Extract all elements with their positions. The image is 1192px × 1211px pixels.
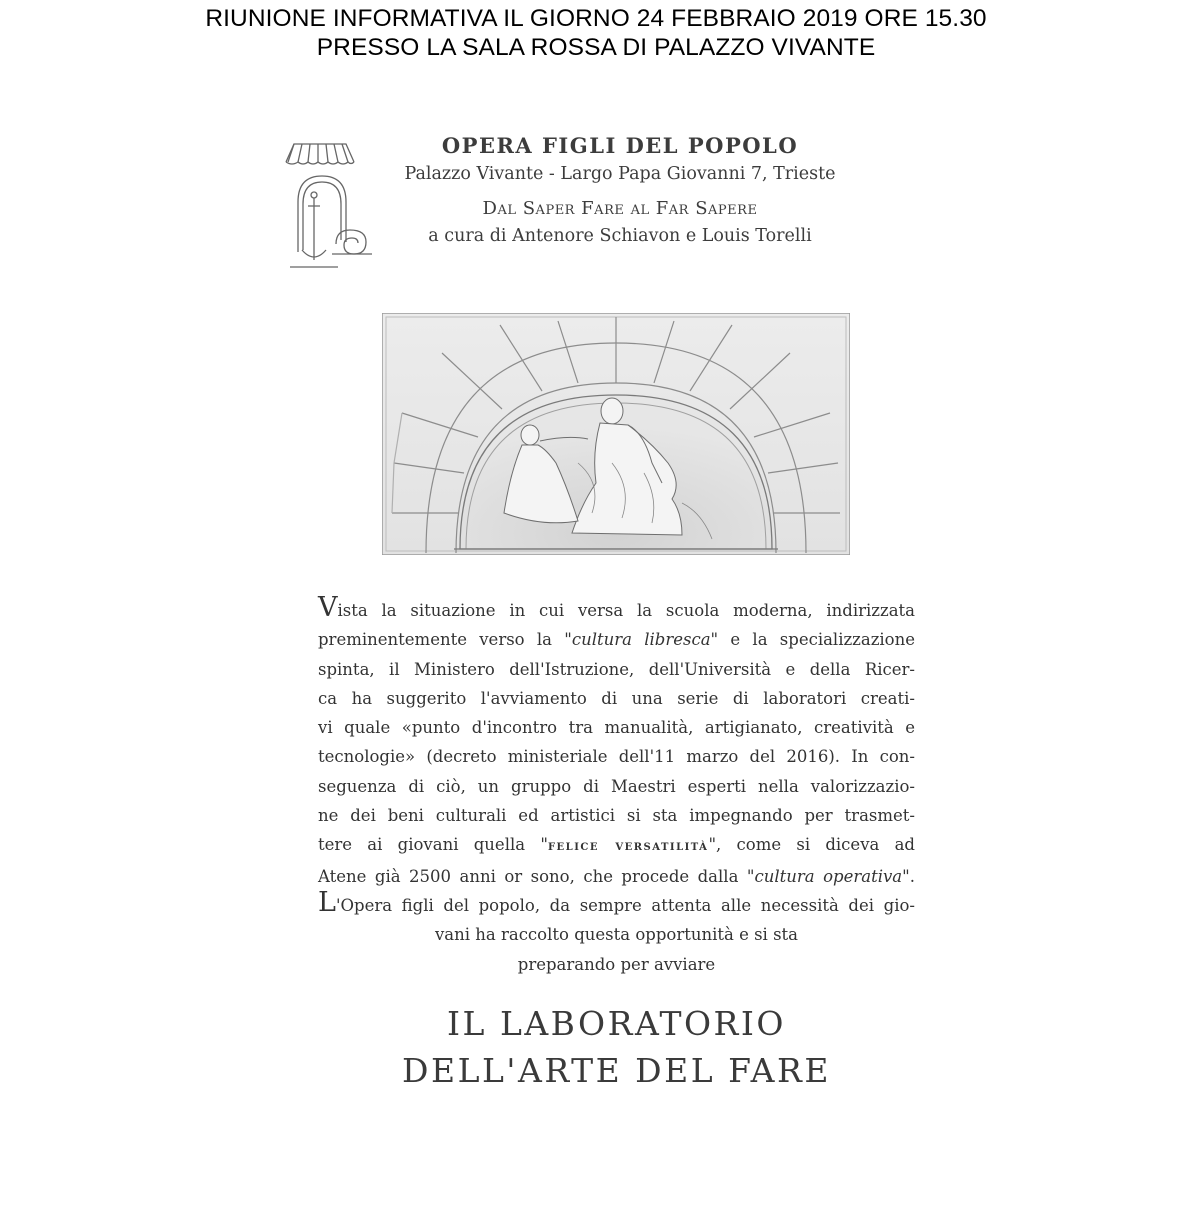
felice-versatilita: felice versatilità — [547, 838, 709, 855]
body-line-11 — [318, 886, 915, 920]
announcement-heading — [0, 4, 1192, 62]
body-line-2-b: " e la specializzazione — [710, 630, 916, 650]
body-line-2 — [318, 625, 915, 654]
announcement-line-2: PRESSO LA SALA ROSSA DI PALAZZO VIVANTE — [316, 34, 876, 61]
curators: a cura di Antenore Schiavon e Louis Torelli — [428, 226, 812, 246]
body-line-8: ne dei beni culturali ed artistici si sta impegnando per trasmet- — [318, 806, 915, 826]
body-line-11-text: 'Opera figli del popolo, da sempre attenta alle necessità dei gio- — [335, 895, 915, 915]
body-line-10-b: ". — [902, 866, 915, 886]
opera-logo-icon — [276, 132, 380, 272]
body-line-3: spinta, il Ministero dell'Istruzione, dell'Università e della Ricer- — [318, 659, 915, 679]
body-line-9 — [318, 830, 915, 861]
laboratory-title — [318, 1000, 915, 1094]
body-line-1 — [318, 592, 915, 625]
dropcap-l: L — [318, 886, 336, 918]
body-line-10 — [318, 862, 915, 891]
body-line-5: vi quale «punto d'incontro tra manualità, artigianato, creatività e — [318, 718, 915, 738]
laboratory-title-line-2: DELL'ARTE DEL FARE — [402, 1051, 831, 1090]
cultura-libresca: cultura libresca — [571, 630, 711, 650]
dropcap-v: V — [318, 592, 338, 623]
body-line-2-a: preminentemente verso la " — [318, 630, 572, 650]
body-line-12: vani ha raccolto questa opportunità e si sta — [434, 925, 799, 945]
header-block — [380, 132, 860, 249]
body-line-9-b: ", come si diceva ad — [708, 835, 915, 855]
body-paragraph — [318, 592, 916, 979]
body-line-6: tecnologie» (decreto ministeriale dell'11 marzo del 2016). In con- — [318, 747, 915, 767]
body-line-4: ca ha suggerito l'avviamento di una serie di laboratori creati- — [318, 688, 915, 708]
org-name: OPERA FIGLI DEL POPOLO — [441, 133, 799, 158]
body-line-1-text: ista la situazione in cui versa la scuola moderna, indirizzata — [337, 601, 915, 620]
laboratory-title-line-1: IL LABORATORIO — [447, 1004, 786, 1043]
body-line-7: seguenza di ciò, un gruppo di Maestri esperti nella valorizzazio- — [318, 776, 915, 796]
motto: Dal Saper Fare al Far Sapere — [482, 198, 758, 219]
cultura-operativa: cultura operativa — [754, 866, 903, 886]
body-line-10-a: Atene già 2500 anni or sono, che procede dalla " — [318, 866, 755, 886]
body-line-9-a: tere ai giovani quella " — [318, 835, 548, 855]
announcement-line-1: RIUNIONE INFORMATIVA IL GIORNO 24 FEBBRAIO 2019 ORE 15.30 — [205, 5, 987, 32]
org-address: Palazzo Vivante - Largo Papa Giovanni 7, Trieste — [404, 164, 836, 184]
body-line-13: preparando per avviare — [517, 954, 716, 974]
relief-image — [382, 313, 850, 555]
